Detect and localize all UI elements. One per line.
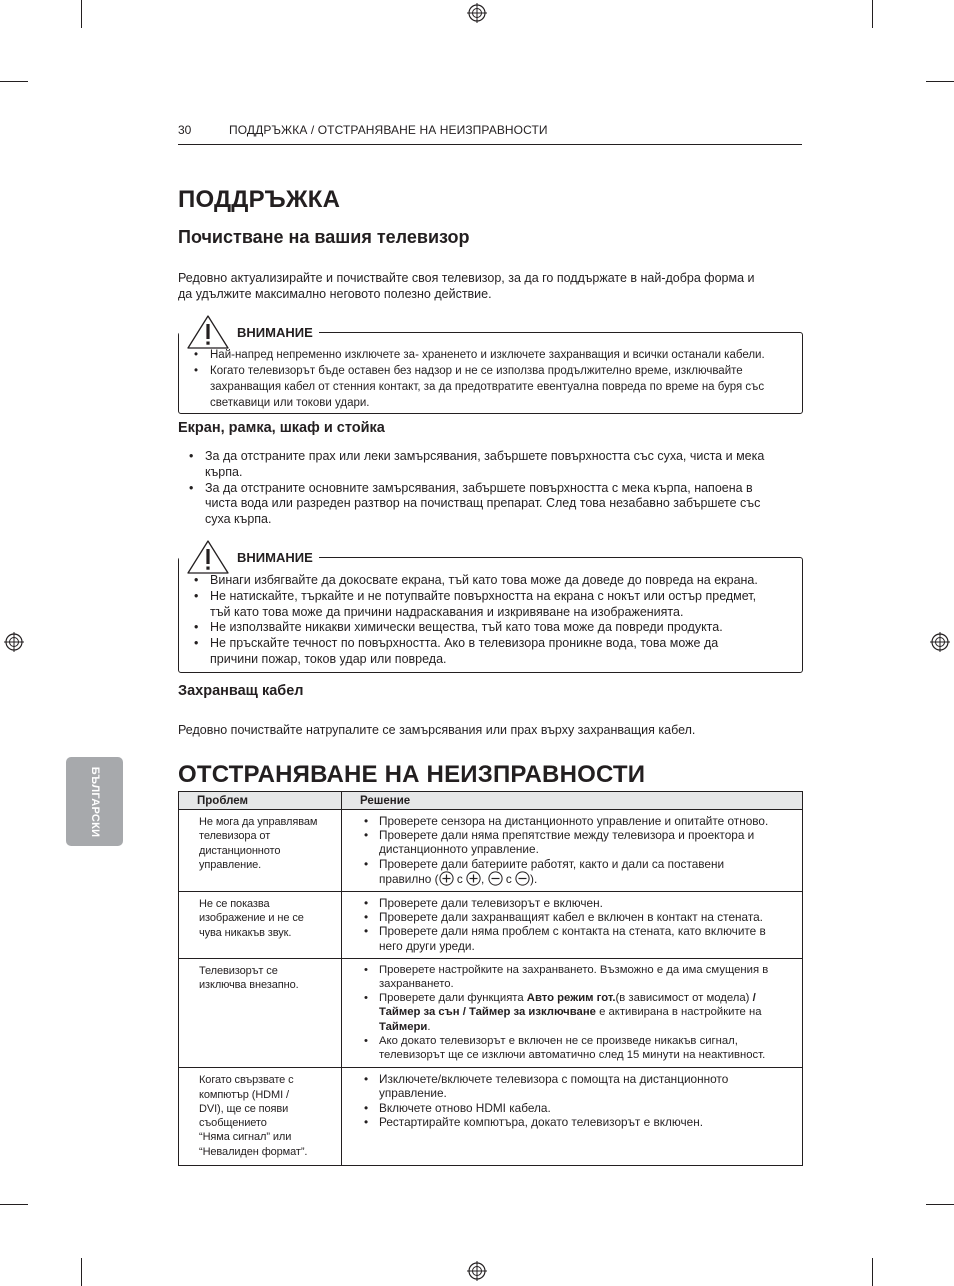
problem-text: компютър (HDMI / bbox=[199, 1088, 289, 1101]
caution-label: ВНИМАНИЕ bbox=[237, 549, 313, 565]
language-tab-label: БЪЛГАРСКИ bbox=[88, 766, 101, 837]
column-header-problem: Проблем bbox=[179, 792, 342, 810]
solution-text: Проверете дали батериите работят, както и дали са поставени bbox=[379, 856, 725, 871]
solution-text: правилно ( bbox=[379, 871, 439, 886]
caution-text: Винаги избягвайте да докосвате екрана, тъй като това може да доведе до повреда на екрана. bbox=[210, 573, 758, 587]
solution-item bbox=[358, 814, 784, 828]
solution-text: е активирана в настройките на bbox=[595, 1006, 762, 1019]
table-row bbox=[179, 892, 803, 959]
solution-text: . bbox=[427, 1020, 431, 1033]
solution-text: Проверете дали няма проблем с контакта на стената, като включите в bbox=[379, 924, 766, 939]
registration-mark-icon bbox=[467, 1261, 487, 1281]
solution-item bbox=[358, 1034, 784, 1062]
solution-item bbox=[358, 1101, 784, 1115]
problem-text: “Невалиден формат”. bbox=[199, 1145, 308, 1158]
screen-care-list bbox=[183, 449, 803, 528]
solution-list bbox=[358, 1072, 784, 1129]
crop-mark bbox=[81, 1258, 82, 1286]
caution-item bbox=[188, 347, 793, 363]
list-text: суха кърпа. bbox=[205, 512, 272, 527]
problem-text: управление. bbox=[199, 858, 262, 871]
page-number: 30 bbox=[178, 123, 192, 137]
caution-item bbox=[188, 573, 798, 589]
solution-cell bbox=[342, 958, 803, 1067]
solution-text: ). bbox=[530, 871, 538, 886]
crop-mark bbox=[81, 0, 82, 28]
solution-text: Изключете/включете телевизора с помощта на дистанционното bbox=[379, 1072, 729, 1087]
caution-item bbox=[188, 363, 793, 411]
problem-cell bbox=[179, 892, 342, 959]
problem-text: чува никакъв звук. bbox=[199, 926, 292, 939]
solution-item bbox=[358, 896, 784, 910]
plus-circle-icon bbox=[466, 871, 481, 886]
caution-box bbox=[178, 549, 803, 673]
heading-screen-frame: Екран, рамка, шкаф и стойка bbox=[178, 420, 385, 436]
solution-text: телевизорът ще се изключи автоматично след 15 минути на неактивност. bbox=[379, 1049, 766, 1062]
solution-text: Рестартирайте компютъра, докато телевизорът е включен. bbox=[379, 1114, 703, 1129]
list-item bbox=[183, 449, 803, 481]
caution-text: Когато телевизорът бъде оставен без надзор и не се използва продължително време, изключвайте bbox=[210, 365, 743, 377]
caution-text: Не използвайте никакви химически вещества, тъй като това може да повреди продукта. bbox=[210, 620, 723, 635]
solution-item bbox=[358, 924, 784, 952]
list-item bbox=[183, 481, 803, 528]
solution-text: , bbox=[481, 871, 488, 886]
solution-item bbox=[358, 991, 784, 1034]
setting-name: Таймер за сън / Таймер за изключване bbox=[379, 1006, 596, 1019]
troubleshooting-table bbox=[178, 791, 803, 1166]
solution-text: с bbox=[453, 871, 467, 886]
solution-list bbox=[358, 896, 784, 953]
language-tab bbox=[66, 757, 123, 846]
problem-text: телевизора от bbox=[199, 830, 271, 843]
registration-mark-icon bbox=[930, 632, 950, 652]
solution-text: захранването. bbox=[379, 978, 454, 991]
table-header-row bbox=[179, 792, 803, 810]
caution-text: светкавици или токови удари. bbox=[210, 397, 370, 409]
problem-text: Не мога да управлявам bbox=[199, 816, 318, 828]
caution-text: захранващия кабел от стенния контакт, за да предотвратите евентуална повреда по време на буря със bbox=[210, 381, 765, 393]
solution-cell bbox=[342, 810, 803, 892]
crop-mark bbox=[926, 1204, 954, 1205]
solution-text: Проверете дали захранващият кабел е включен в контакт на стената. bbox=[379, 910, 763, 925]
running-title: ПОДДРЪЖКА / ОТСТРАНЯВАНЕ НА НЕИЗПРАВНОСТИ bbox=[229, 123, 548, 137]
problem-cell bbox=[179, 810, 342, 892]
registration-mark-icon bbox=[4, 632, 24, 652]
registration-mark-icon bbox=[467, 3, 487, 23]
problem-cell bbox=[179, 1068, 342, 1166]
minus-circle-icon bbox=[488, 871, 503, 886]
solution-text: Проверете дали телевизорът е включен. bbox=[379, 896, 603, 911]
caution-list bbox=[188, 347, 793, 411]
table-row bbox=[179, 1068, 803, 1166]
problem-text: DVI), ще се появи bbox=[199, 1102, 289, 1115]
problem-cell bbox=[179, 958, 342, 1067]
power-cable-text: Редовно почиствайте натрупалите се замърсявания или прах върху захранващия кабел. bbox=[178, 723, 696, 737]
solution-cell bbox=[342, 1068, 803, 1166]
separator: / bbox=[752, 992, 756, 1005]
minus-circle-icon bbox=[515, 871, 530, 886]
caution-item bbox=[188, 636, 798, 668]
table-row bbox=[179, 958, 803, 1067]
intro-paragraph bbox=[178, 270, 754, 302]
heading-power-cable: Захранващ кабел bbox=[178, 683, 304, 699]
list-text: кърпа. bbox=[205, 464, 243, 479]
solution-item bbox=[358, 828, 784, 856]
solution-text: (в зависимост от модела) bbox=[615, 992, 753, 1005]
solution-item bbox=[358, 857, 784, 886]
crop-mark bbox=[872, 0, 873, 28]
solution-text: Проверете дали няма препятствие между телевизора и проектора и bbox=[379, 828, 755, 843]
problem-text: съобщението bbox=[199, 1117, 267, 1130]
problem-text: “Няма сигнал” или bbox=[199, 1131, 292, 1144]
table-row bbox=[179, 810, 803, 892]
intro-line: Редовно актуализирайте и почиствайте своя телевизор, за да го поддържате в най-добра форма и bbox=[178, 271, 755, 285]
caution-header bbox=[179, 318, 319, 346]
intro-line: да удължите максимално неговото полезно действие. bbox=[178, 287, 492, 301]
problem-text: изключва внезапно. bbox=[199, 979, 299, 992]
caution-label: ВНИМАНИЕ bbox=[237, 324, 313, 340]
section-title-maintenance: ПОДДРЪЖКА bbox=[178, 186, 341, 213]
crop-mark bbox=[872, 1258, 873, 1286]
solution-item bbox=[358, 910, 784, 924]
caution-item bbox=[188, 589, 798, 621]
caution-item bbox=[188, 620, 798, 636]
warning-triangle-icon bbox=[187, 315, 229, 349]
list-text: чиста вода или разреден разтвор на почистващ препарат. След това незабавно забършете със bbox=[205, 496, 761, 511]
solution-list bbox=[358, 814, 784, 886]
problem-text: дистанционното bbox=[199, 844, 281, 857]
setting-name: Таймери bbox=[379, 1020, 428, 1033]
solution-text: с bbox=[502, 871, 516, 886]
subtitle-cleaning: Почистване на вашия телевизор bbox=[178, 227, 470, 247]
crop-mark bbox=[0, 1204, 28, 1205]
header-rule bbox=[178, 144, 802, 145]
problem-text: Телевизорът се bbox=[199, 964, 278, 977]
column-header-solution: Решение bbox=[342, 792, 803, 810]
caution-text: причини пожар, токов удар или повреда. bbox=[210, 651, 447, 666]
solution-item bbox=[358, 963, 784, 991]
problem-text: Когато свързвате с bbox=[199, 1074, 294, 1087]
caution-box bbox=[178, 324, 803, 414]
solution-text: Проверете настройките на захранването. Възможно е да има смущения в bbox=[379, 963, 769, 976]
solution-text: него други уреди. bbox=[379, 938, 475, 953]
problem-text: Не се показва bbox=[199, 898, 270, 911]
caution-list bbox=[188, 573, 798, 668]
crop-mark bbox=[926, 81, 954, 82]
solution-list bbox=[358, 963, 784, 1062]
caution-header bbox=[179, 543, 319, 571]
solution-item bbox=[358, 1072, 784, 1100]
solution-text: Ако докато телевизорът е включен не се произведе никакъв сигнал, bbox=[379, 1034, 738, 1047]
list-text: За да отстраните основните замърсявания, забършете повърхността с мека кърпа, напоена в bbox=[205, 480, 753, 495]
caution-text: Най-напред непременно изключете за- храненето и изключете захранващия и всички останали кабели. bbox=[210, 349, 765, 361]
warning-triangle-icon bbox=[187, 540, 229, 574]
crop-mark bbox=[0, 81, 28, 82]
caution-text: тъй като това може да причини надраскавания и изкривяване на изображенията. bbox=[210, 604, 684, 619]
solution-text: дистанционното управление. bbox=[379, 842, 539, 857]
setting-name: Авто режим гот. bbox=[526, 992, 616, 1005]
solution-item bbox=[358, 1115, 784, 1129]
solution-text: Включете отново HDMI кабела. bbox=[379, 1100, 551, 1115]
plus-circle-icon bbox=[439, 871, 454, 886]
solution-text: управление. bbox=[379, 1086, 447, 1101]
problem-text: изображение и не се bbox=[199, 912, 304, 925]
section-title-troubleshooting: ОТСТРАНЯВАНЕ НА НЕИЗПРАВНОСТИ bbox=[178, 761, 646, 788]
solution-text: Проверете дали функцията bbox=[379, 992, 527, 1005]
solution-cell bbox=[342, 892, 803, 959]
caution-text: Не пръскайте течност по повърхността. Ако в телевизора проникне вода, това може да bbox=[210, 636, 719, 651]
solution-text: Проверете сензора на дистанционното управление и опитайте отново. bbox=[379, 814, 769, 828]
list-text: За да отстраните прах или леки замърсявания, забършете повърхността със суха, чиста и мека bbox=[205, 449, 765, 463]
caution-text: Не натискайте, търкайте и не потупвайте повърхността на екрана с нокът или остър предмет, bbox=[210, 588, 757, 603]
